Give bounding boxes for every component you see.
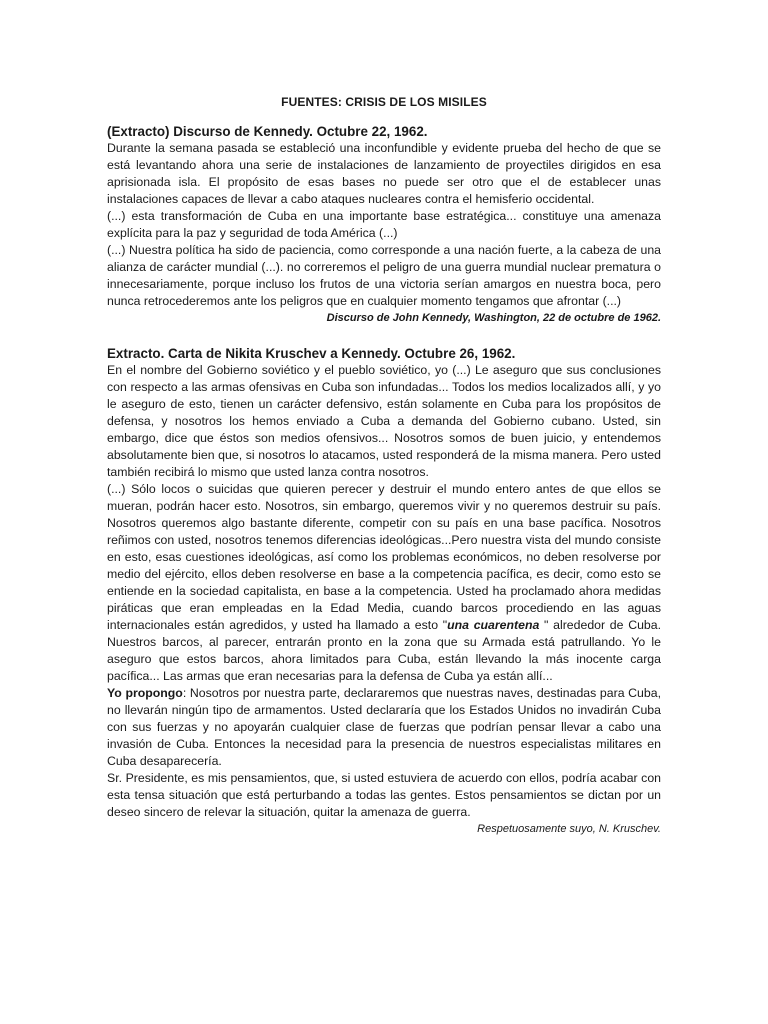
kruschev-heading: Extracto. Carta de Nikita Kruschev a Kennedy. Octubre 26, 1962. (107, 346, 516, 361)
kruschev-section (107, 345, 661, 837)
kruschev-paragraph-1: En el nombre del Gobierno soviético y el pueblo soviético, yo (...) Le aseguro que sus conclusiones con respecto a las armas ofensivas en Cuba son infundadas... Todos los medios localizados allí, y yo le aseguro de esto, tienen un carácter defensivo, están solamente en Cuba para los propósitos de defensa, y nosotros los hemos enviado a Cuba a demanda del Gobierno cubano. Usted, sin embargo, dice que éstos son medios ofensivos... Nosotros somos de buen juicio, y entendemos absolutamente bien que, si nosotros lo atacamos, usted responderá de la misma manera. Pero usted también recibirá lo mismo que usted lanza contra nosotros. (107, 363, 661, 479)
kruschev-paragraph-2-end: " alrededor de Cuba. Nuestros barcos, al parecer, entrarán pronto en la zona que su Armada está patrullando. Yo le aseguro que estos barcos, ahora limitados para Cuba, están llevando la más inocente carga pacífica... Las armas que eran necesarias para la defensa de Cuba ya están allí... (107, 618, 662, 683)
cuarentena-emphasis: una cuarentena (447, 618, 540, 632)
kruschev-paragraph-2-start: (...) Sólo locos o suicidas que quieren perecer y destruir el mundo entero antes de que ellos se mueran, podrán hacer esto. Nosotros, sin embargo, queremos vivir y no queremos destruir su país. Nosotros queremos algo bastante diferente, competir con su país en una base pacífica. Nosotros reñimos con usted, nosotros tenemos diferencias ideológicas...Pero nuestra vista del mundo consiste en esto, esas cuestiones ideológicas, así como los problemas económicos, no deben resolverse por medio del ejército, ellos deben resolverse en base a la competencia pacífica, es decir, como esto se entiende en la sociedad capitalista, en base a la competencia. Usted ha proclamado ahora medidas piráticas que eran empleadas en la Edad Media, cuando barcos procediendo en las aguas internacionales están agredidos, y usted ha llamado a esto " (107, 482, 661, 632)
kennedy-heading: (Extracto) Discurso de Kennedy. Octubre 22, 1962. (107, 124, 428, 139)
kennedy-paragraph-3: (...) Nuestra política ha sido de paciencia, como corresponde a una nación fuerte, a la cabeza de una alianza de carácter mundial (...). no correremos el peligro de una guerra mundial nuclear prematura o innecesariamente, porque incluso los frutos de una victoria serían amargos en nuestra boca, pero nunca retrocederemos ante los peligros que en cualquier momento tengamos que afrontar (...) (107, 243, 661, 308)
kennedy-section (107, 123, 661, 326)
kennedy-paragraph-2: (...) esta transformación de Cuba en una importante base estratégica... constituye una amenaza explícita para la paz y seguridad de toda América (...) (107, 209, 661, 240)
kennedy-paragraph-1: Durante la semana pasada se estableció una inconfundible y evidente prueba del hecho de que se está levantando ahora una serie de instalaciones de lanzamiento de proyectiles dirigidos en esa aprisionada isla. El propósito de esas bases no puede ser otro que el de establecer unas instalaciones capaces de llevar a cabo ataques nucleares contra el hemisferio occidental. (107, 141, 661, 206)
kennedy-signature: Discurso de John Kennedy, Washington, 22 de octubre de 1962. (326, 312, 661, 324)
kruschev-paragraph-3 (107, 685, 661, 770)
yo-propongo-lead: Yo propongo (107, 686, 183, 700)
kruschev-paragraph-4: Sr. Presidente, es mis pensamientos, que, si usted estuviera de acuerdo con ellos, podría acabar con esta tensa situación que está perturbando a todas las gentes. Estos pensamientos se dictan por un deseo sincero de relevar la situación, quitar la amenaza de guerra. (107, 771, 661, 819)
kruschev-signature: Respetuosamente suyo, N. Kruschev. (477, 823, 661, 835)
kruschev-paragraph-2 (107, 481, 661, 685)
kruschev-paragraph-3-rest: : Nosotros por nuestra parte, declararemos que nuestras naves, destinadas para Cuba, no llevarán ningún tipo de armamentos. Usted declararía que los Estados Unidos no invadirán Cuba con sus fuerzas y no apoyarán cualquier clase de fuerzas que podrían pensar llevar a cabo una invasión de Cuba. Entonces la necesidad para la presencia de nuestros especialistas militares en Cuba desaparecería. (107, 686, 661, 768)
document-title: FUENTES: CRISIS DE LOS MISILES (281, 95, 487, 109)
